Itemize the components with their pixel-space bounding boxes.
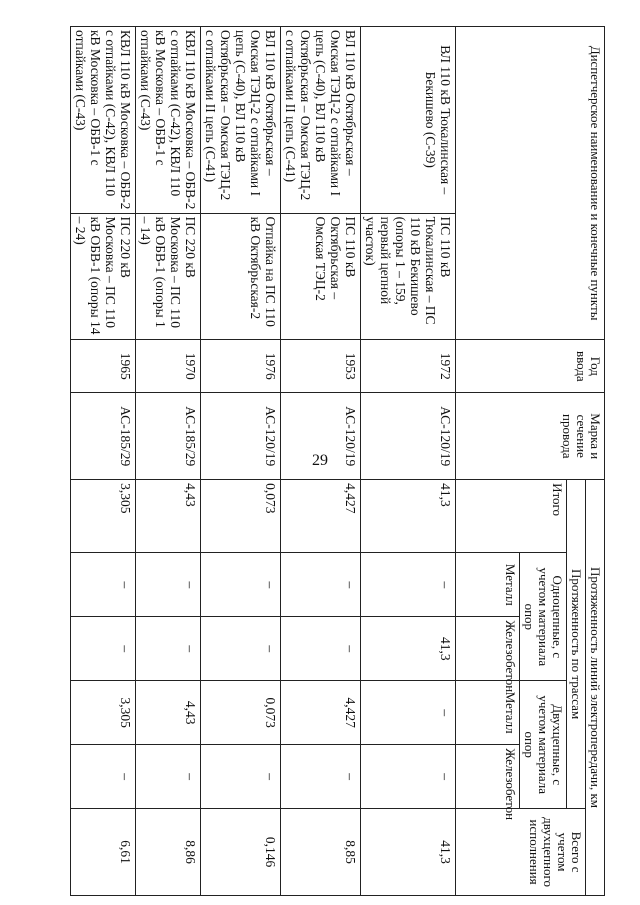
header-single-concrete: Железобетон bbox=[456, 617, 520, 681]
table-row bbox=[136, 27, 201, 896]
header-single-metal: Металл bbox=[456, 553, 520, 617]
header-all-double: Всего с учетом двухцепного исполнения bbox=[456, 809, 586, 896]
header-total: Итого bbox=[456, 480, 567, 553]
table-row bbox=[201, 27, 281, 896]
power-lines-table bbox=[70, 26, 605, 896]
single-concrete: – bbox=[71, 617, 136, 681]
single-metal: – bbox=[281, 553, 361, 617]
all-total: 8,85 bbox=[281, 809, 361, 896]
rotated-table-wrapper bbox=[65, 26, 605, 896]
double-concrete: – bbox=[136, 745, 201, 809]
header-single: Одноцепные, с учетом материала опор bbox=[520, 553, 567, 681]
double-concrete: – bbox=[201, 745, 281, 809]
double-metal: 4,427 bbox=[281, 681, 361, 745]
double-metal: – bbox=[361, 681, 456, 745]
all-total: 6,61 bbox=[71, 809, 136, 896]
line-name: ВЛ 110 кВ Тюкалинская – Бекишево (С-39) bbox=[361, 27, 456, 214]
total: 4,427 bbox=[281, 480, 361, 553]
line-name: КВЛ 110 кВ Московка – ОБВ-2 с отпайками (С-42), КВЛ 110 кВ Московка – ОБВ-1 с отпайками (С-43) bbox=[136, 27, 201, 214]
total: 41,3 bbox=[361, 480, 456, 553]
single-concrete: – bbox=[201, 617, 281, 681]
double-metal: 3,305 bbox=[71, 681, 136, 745]
double-concrete: – bbox=[281, 745, 361, 809]
single-metal: – bbox=[201, 553, 281, 617]
total: 4,43 bbox=[136, 480, 201, 553]
single-concrete: – bbox=[281, 617, 361, 681]
line-endpoints: Отпайка на ПС 110 кВ Октябрьская-2 bbox=[201, 213, 281, 340]
all-total: 0,146 bbox=[201, 809, 281, 896]
year: 1953 bbox=[281, 340, 361, 393]
wire: АС-185/29 bbox=[136, 393, 201, 480]
all-total: 41,3 bbox=[361, 809, 456, 896]
line-name: КВЛ 110 кВ Московка – ОБВ-2 с отпайками (С-42), КВЛ 110 кВ Московка – ОБВ-1 с отпайками (С-43) bbox=[71, 27, 136, 214]
header-name: Диспетчерское наименование и конечные пункты bbox=[456, 27, 605, 340]
line-endpoints: ПС 220 кВ Московка – ПС 110 кВ ОБВ-1 (опоры 14 – 24) bbox=[71, 213, 136, 340]
page-number: 29 bbox=[312, 452, 328, 469]
header-year: Год ввода bbox=[456, 340, 605, 393]
header-double: Двухцепные, с учетом материала опор bbox=[520, 681, 567, 809]
wire: АС-120/19 bbox=[201, 393, 281, 480]
single-concrete: 41,3 bbox=[361, 617, 456, 681]
year: 1970 bbox=[136, 340, 201, 393]
year: 1972 bbox=[361, 340, 456, 393]
year: 1976 bbox=[201, 340, 281, 393]
year: 1965 bbox=[71, 340, 136, 393]
header-route: Протяженность по трассам bbox=[567, 480, 586, 809]
single-concrete: – bbox=[136, 617, 201, 681]
wire: АС-120/19 bbox=[281, 393, 361, 480]
table-row bbox=[281, 27, 361, 896]
single-metal: – bbox=[361, 553, 456, 617]
wire: АС-185/29 bbox=[71, 393, 136, 480]
single-metal: – bbox=[71, 553, 136, 617]
total: 0,073 bbox=[201, 480, 281, 553]
header-double-concrete: Железобетон bbox=[456, 745, 520, 809]
double-metal: 0,073 bbox=[201, 681, 281, 745]
total: 3,305 bbox=[71, 480, 136, 553]
header-double-metal: Металл bbox=[456, 681, 520, 745]
line-name: ВЛ 110 кВ Октябрьская – Омская ТЭЦ-2 с отпайками I цепь (С-40), ВЛ 110 кВ Октябрьская – Омская ТЭЦ-2 с отпайками II цепь (С-41) bbox=[201, 27, 281, 214]
double-metal: 4,43 bbox=[136, 681, 201, 745]
table-row bbox=[71, 27, 136, 896]
line-endpoints: ПС 220 кВ Московка – ПС 110 кВ ОБВ-1 (опоры 1 – 14) bbox=[136, 213, 201, 340]
line-endpoints: ПС 110 кВ Октябрьская – Омская ТЭЦ-2 bbox=[281, 213, 361, 340]
line-endpoints: ПС 110 кВ Тюкалинская – ПС 110 кВ Бекишево (опоры 1 – 159, первый цепной участок) bbox=[361, 213, 456, 340]
table-row bbox=[361, 27, 456, 896]
header-length: Протяженность линий электропередачи, км bbox=[586, 480, 605, 896]
wire: АС-120/19 bbox=[361, 393, 456, 480]
double-concrete: – bbox=[361, 745, 456, 809]
all-total: 8,86 bbox=[136, 809, 201, 896]
double-concrete: – bbox=[71, 745, 136, 809]
header-wire: Марка и сечение провода bbox=[456, 393, 605, 480]
line-name: ВЛ 110 кВ Октябрьская – Омская ТЭЦ-2 с отпайками I цепь (С-40), ВЛ 110 кВ Октябрьская – Омская ТЭЦ-2 с отпайками II цепь (С-41) bbox=[281, 27, 361, 214]
single-metal: – bbox=[136, 553, 201, 617]
